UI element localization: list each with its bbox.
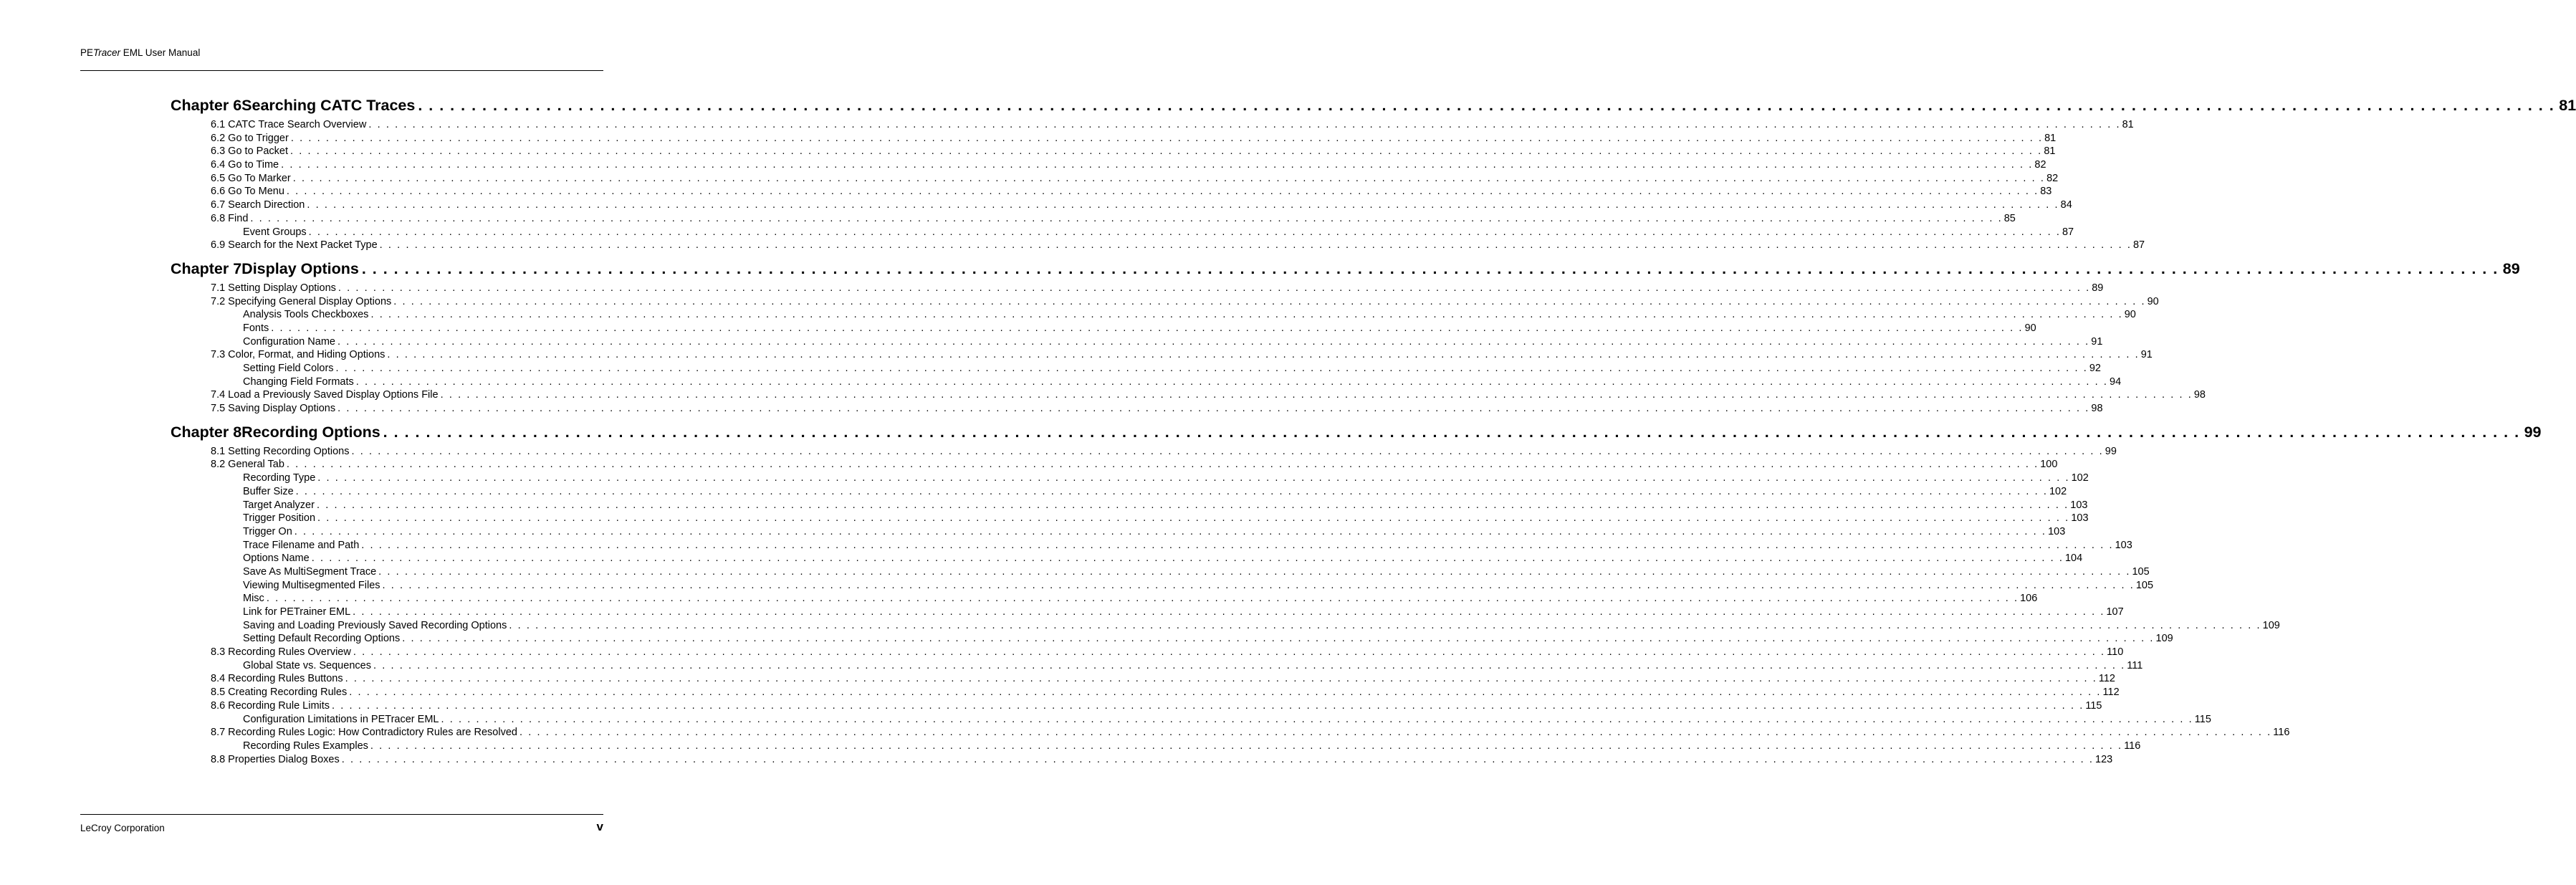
- dot-leader: . . . . . . . . . . . . . . . . . . . . . . . . . . . . . . . . . . . . . . . . . . . . . . . . . . . . . . . . . . . . . . . . . . . . . . . . . . . . . . . . . . . . . . . . . . . . . . . . . . . . . . . . . . . . . . . . . . . . . . . . . . . . . . . . . . . . . . . . . . . . . . . . . . . . . . . . . . . . . . . . . . . . . . . . . . . . . . . . . . . . . . . . . . . . . . . . . . . . . . . .: [361, 259, 2499, 277]
- entry-page-number: 84: [2060, 199, 2072, 211]
- entry-title: 7.1 Setting Display Options: [211, 282, 336, 294]
- entry-page-number: 103: [2048, 525, 2066, 537]
- entry-page-number: 110: [2107, 646, 2124, 659]
- dot-leader: . . . . . . . . . . . . . . . . . . . . . . . . . . . . . . . . . . . . . . . . . . . . . . . . . . . . . . . . . . . . . . . . . . . . . . . . . . . . . . . . . . . . . . . . . . . . . . . . . . . . . . . . . . . . . . . . . . . . . . . . . . . . . . . . . . . . . . . . . . . . . . . . . . . . . . . . . . . . . . . . . . . . . . . . . . . . . . . . . . . . . . . . . . . . . . . . . . . . . . . .: [402, 633, 2155, 645]
- dot-leader: . . . . . . . . . . . . . . . . . . . . . . . . . . . . . . . . . . . . . . . . . . . . . . . . . . . . . . . . . . . . . . . . . . . . . . . . . . . . . . . . . . . . . . . . . . . . . . . . . . . . . . . . . . . . . . . . . . . . . . . . . . . . . . . . . . . . . . . . . . . . . . . . . . . . . . . . . . . . . . . . . . . . . . . . . . . . . . . . . . . . . . . . . . . . . . . . . . . . . . . .: [379, 239, 2132, 252]
- dot-leader: . . . . . . . . . . . . . . . . . . . . . . . . . . . . . . . . . . . . . . . . . . . . . . . . . . . . . . . . . . . . . . . . . . . . . . . . . . . . . . . . . . . . . . . . . . . . . . . . . . . . . . . . . . . . . . . . . . . . . . . . . . . . . . . . . . . . . . . . . . . . . . . . . . . . . . . . . . . . . . . . . . . . . . . . . . . . . . . . . . . . . . . . . . . . . . . . . . . . . . . .: [294, 525, 2047, 537]
- entry-page-number: 94: [2110, 375, 2122, 388]
- toc-subsection-entry[interactable]: [171, 619, 2280, 633]
- dot-leader: . . . . . . . . . . . . . . . . . . . . . . . . . . . . . . . . . . . . . . . . . . . . . . . . . . . . . . . . . . . . . . . . . . . . . . . . . . . . . . . . . . . . . . . . . . . . . . . . . . . . . . . . . . . . . . . . . . . . . . . . . . . . . . . . . . . . . . . . . . . . . . . . . . . . . . . . . . . . . . . . . . . . . . . . . . . . . . . . . . . . . . . . . . . . . . . . . . . . . . . .: [441, 713, 2193, 725]
- entry-page-number: 105: [2135, 579, 2154, 591]
- entry-title: Changing Field Formats: [243, 375, 354, 388]
- entry-page-number: 115: [2085, 699, 2102, 712]
- entry-title: Global State vs. Sequences: [243, 659, 371, 671]
- toc-subsection-entry[interactable]: [171, 740, 2141, 753]
- entry-page-number: 103: [2070, 499, 2088, 511]
- dot-leader: . . . . . . . . . . . . . . . . . . . . . . . . . . . . . . . . . . . . . . . . . . . . . . . . . . . . . . . . . . . . . . . . . . . . . . . . . . . . . . . . . . . . . . . . . . . . . . . . . . . . . . . . . . . . . . . . . . . . . . . . . . . . . . . . . . . . . . . . . . . . . . . . . . . . . . . . . . . . . . . . . . . . . . . . . . . . . . . . . . . . . . . . . . . . . . . . . . . . . . . .: [509, 619, 2261, 631]
- chapter-spacer: [171, 416, 603, 421]
- entry-page-number: 82: [2046, 172, 2059, 184]
- table-of-contents: [171, 95, 2576, 766]
- dot-leader: . . . . . . . . . . . . . . . . . . . . . . . . . . . . . . . . . . . . . . . . . . . . . . . . . . . . . . . . . . . . . . . . . . . . . . . . . . . . . . . . . . . . . . . . . . . . . . . . . . . . . . . . . . . . . . . . . . . . . . . . . . . . . . . . . . . . . . . . . . . . . . . . . . . . . . . . . . . . . . . . . . . . . . . . . . . . . . . . . . . . . . . . . . . . . . . . . . . . . . . .: [295, 485, 2048, 497]
- toc-section-entry[interactable]: [171, 686, 2120, 699]
- entry-title: Configuration Limitations in PETracer EML: [243, 713, 439, 725]
- dot-leader: . . . . . . . . . . . . . . . . . . . . . . . . . . . . . . . . . . . . . . . . . . . . . . . . . . . . . . . . . . . . . . . . . . . . . . . . . . . . . . . . . . . . . . . . . . . . . . . . . . . . . . . . . . . . . . . . . . . . . . . . . . . . . . . . . . . . . . . . . . . . . . . . . . . . . . . . . . . . . . . . . . . . . . . . . . . . . . . . . . . . . . . . . . . . . . . . . . . . . . . .: [281, 159, 2034, 171]
- entry-title: 6.8 Find: [211, 212, 249, 224]
- dot-leader: . . . . . . . . . . . . . . . . . . . . . . . . . . . . . . . . . . . . . . . . . . . . . . . . . . . . . . . . . . . . . . . . . . . . . . . . . . . . . . . . . . . . . . . . . . . . . . . . . . . . . . . . . . . . . . . . . . . . . . . . . . . . . . . . . . . . . . . . . . . . . . . . . . . . . . . . . . . . . . . . . . . . . . . . . . . . . . . . . . . . . . . . . . . . . . . . . . . . . . . .: [378, 565, 2131, 578]
- dot-leader: . . . . . . . . . . . . . . . . . . . . . . . . . . . . . . . . . . . . . . . . . . . . . . . . . . . . . . . . . . . . . . . . . . . . . . . . . . . . . . . . . . . . . . . . . . . . . . . . . . . . . . . . . . . . . . . . . . . . . . . . . . . . . . . . . . . . . . . . . . . . . . . . . . . . . . . . . . . . . . . . . . . . . . . . . . . . . . . . . . . . . . . . . . . . . . . . . . . . . . . .: [337, 282, 2091, 294]
- dot-leader: . . . . . . . . . . . . . . . . . . . . . . . . . . . . . . . . . . . . . . . . . . . . . . . . . . . . . . . . . . . . . . . . . . . . . . . . . . . . . . . . . . . . . . . . . . . . . . . . . . . . . . . . . . . . . . . . . . . . . . . . . . . . . . . . . . . . . . . . . . . . . . . . . . . . . . . . . . . . . . . . . . . . . . . . . . . . . . . . . . . . . . . . . . . . . . . . . . . . . . . .: [382, 579, 2135, 591]
- toc-section-entry[interactable]: [171, 402, 2103, 416]
- toc-section-entry[interactable]: [171, 239, 2145, 252]
- dot-leader: . . . . . . . . . . . . . . . . . . . . . . . . . . . . . . . . . . . . . . . . . . . . . . . . . . . . . . . . . . . . . . . . . . . . . . . . . . . . . . . . . . . . . . . . . . . . . . . . . . . . . . . . . . . . . . . . . . . . . . . . . . . . . . . . . . . . . . . . . . . . . . . . . . . . . . . . . . . . . . . . . . . . . . . . . . . . . . . . . . . . . . . . . . . . . . . . . . . . . . . .: [317, 512, 2070, 525]
- entry-page-number: 100: [2040, 459, 2058, 471]
- dot-leader: . . . . . . . . . . . . . . . . . . . . . . . . . . . . . . . . . . . . . . . . . . . . . . . . . . . . . . . . . . . . . . . . . . . . . . . . . . . . . . . . . . . . . . . . . . . . . . . . . . . . . . . . . . . . . . . . . . . . . . . . . . . . . . . . . . . . . . . . . . . . . . . . . . . . . . . . . . . . . . . . . . . . . . . . . . . . . . . . . . . . . . . . . . . . . . . . . . . . . . . .: [368, 119, 2121, 130]
- toc-chapter-heading[interactable]: [171, 95, 2576, 116]
- entry-title: 8.6 Recording Rule Limits: [211, 699, 330, 712]
- entry-title: Trigger Position: [243, 512, 316, 525]
- entry-title: Options Name: [243, 552, 310, 565]
- entry-title: 8.1 Setting Recording Options: [211, 445, 350, 457]
- entry-title: 6.6 Go To Menu: [211, 186, 284, 198]
- footer-page-number: v: [596, 820, 603, 833]
- toc-subsection-entry[interactable]: [171, 525, 2066, 539]
- dot-leader: . . . . . . . . . . . . . . . . . . . . . . . . . . . . . . . . . . . . . . . . . . . . . . . . . . . . . . . . . . . . . . . . . . . . . . . . . . . . . . . . . . . . . . . . . . . . . . . . . . . . . . . . . . . . . . . . . . . . . . . . . . . . . . . . . . . . . . . . . . . . . . . . . . . . . . . . . . . . . . . . . . . . . . . . . . . . . . . . . . . . . . . . . . . . . . . . . . . . . . . .: [286, 186, 2039, 198]
- dot-leader: . . . . . . . . . . . . . . . . . . . . . . . . . . . . . . . . . . . . . . . . . . . . . . . . . . . . . . . . . . . . . . . . . . . . . . . . . . . . . . . . . . . . . . . . . . . . . . . . . . . . . . . . . . . . . . . . . . . . . . . . . . . . . . . . . . . . . . . . . . . . . . . . . . . . . . . . . . . . . . . . . . . . . . . . . . . . . . . . . . . . . . . . . . . . . . . . . . . . . . . .: [387, 349, 2140, 361]
- toc-subsection-entry[interactable]: [171, 565, 2150, 579]
- entry-page-number: 91: [2091, 335, 2103, 348]
- entry-title: 7.3 Color, Format, and Hiding Options: [211, 349, 386, 361]
- header-brand-italic: Tracer: [93, 47, 121, 58]
- entry-page-number: 98: [2193, 389, 2206, 401]
- toc-section-entry[interactable]: [171, 445, 2117, 459]
- toc-section-entry[interactable]: [171, 132, 2057, 145]
- entry-page-number: 111: [2127, 659, 2143, 671]
- entry-title: 8.2 General Tab: [211, 459, 284, 471]
- toc-section-entry[interactable]: [171, 388, 2206, 402]
- entry-title: 6.5 Go To Marker: [211, 172, 291, 184]
- toc-subsection-entry[interactable]: [171, 512, 2089, 525]
- chapter-title: Recording Options: [241, 423, 380, 441]
- chapter-title: Display Options: [241, 259, 359, 277]
- running-header: [80, 47, 200, 58]
- chapter-number: Chapter 7: [171, 259, 242, 277]
- entry-title: Event Groups: [243, 226, 307, 238]
- entry-title: 6.7 Search Direction: [211, 199, 305, 211]
- dot-leader: . . . . . . . . . . . . . . . . . . . . . . . . . . . . . . . . . . . . . . . . . . . . . . . . . . . . . . . . . . . . . . . . . . . . . . . . . . . . . . . . . . . . . . . . . . . . . . . . . . . . . . . . . . . . . . . . . . . . . . . . . . . . . . . . . . . . . . . . . . . . . . . . . . . . . . . . . . . . . . . . . . . . . . . . . . . . . . . . . . . . . . . . . . . . . . . . . . . . . . . .: [373, 659, 2126, 671]
- entry-title: Target Analyzer: [243, 499, 315, 511]
- toc-subsection-entry[interactable]: [171, 552, 2083, 565]
- entry-title: Fonts: [243, 322, 269, 334]
- entry-page-number: 109: [2262, 619, 2280, 631]
- entry-title: Link for PETrainer EML: [243, 606, 351, 618]
- entry-page-number: 109: [2155, 633, 2173, 645]
- toc-subsection-entry[interactable]: [171, 226, 2074, 239]
- entry-page-number: 102: [2049, 485, 2067, 497]
- entry-page-number: 87: [2062, 226, 2074, 238]
- dot-leader: . . . . . . . . . . . . . . . . . . . . . . . . . . . . . . . . . . . . . . . . . . . . . . . . . . . . . . . . . . . . . . . . . . . . . . . . . . . . . . . . . . . . . . . . . . . . . . . . . . . . . . . . . . . . . . . . . . . . . . . . . . . . . . . . . . . . . . . . . . . . . . . . . . . . . . . . . . . . . . . . . . . . . . . . . . . . . . . . . . . . . . . . . . . . . . . . . . . . . . . .: [250, 212, 2003, 224]
- entry-page-number: 103: [2115, 539, 2132, 551]
- entry-page-number: 104: [2064, 552, 2083, 565]
- entry-title: Recording Type: [243, 472, 316, 484]
- entry-page-number: 81: [2044, 145, 2056, 158]
- entry-title: 8.5 Creating Recording Rules: [211, 687, 348, 699]
- toc-subsection-entry[interactable]: [171, 335, 2103, 349]
- dot-leader: . . . . . . . . . . . . . . . . . . . . . . . . . . . . . . . . . . . . . . . . . . . . . . . . . . . . . . . . . . . . . . . . . . . . . . . . . . . . . . . . . . . . . . . . . . . . . . . . . . . . . . . . . . . . . . . . . . . . . . . . . . . . . . . . . . . . . . . . . . . . . . . . . . . . . . . . . . . . . . . . . . . . . . . . . . . . . . . . . . . . . . . . . . . . . . . . . . . . . . . .: [286, 459, 2039, 471]
- toc-section-entry[interactable]: [171, 145, 2056, 158]
- entry-page-number: 83: [2040, 186, 2052, 198]
- footer-divider: [80, 814, 603, 815]
- entry-page-number: 90: [2024, 322, 2036, 334]
- entry-title: 8.3 Recording Rules Overview: [211, 646, 351, 659]
- entry-title: Trace Filename and Path: [243, 539, 360, 551]
- toc-section-entry[interactable]: [171, 699, 2102, 713]
- dot-leader: . . . . . . . . . . . . . . . . . . . . . . . . . . . . . . . . . . . . . . . . . . . . . . . . . . . . . . . . . . . . . . . . . . . . . . . . . . . . . . . . . . . . . . . . . . . . . . . . . . . . . . . . . . . . . . . . . . . . . . . . . . . . . . . . . . . . . . . . . . . . . . . . . . . . . . . . . . . . . . . . . . . . . . . . . . . . . . . . . . . . . . . . . . . . . . . . . . . . . . . .: [418, 97, 2555, 114]
- dot-leader: . . . . . . . . . . . . . . . . . . . . . . . . . . . . . . . . . . . . . . . . . . . . . . . . . . . . . . . . . . . . . . . . . . . . . . . . . . . . . . . . . . . . . . . . . . . . . . . . . . . . . . . . . . . . . . . . . . . . . . . . . . . . . . . . . . . . . . . . . . . . . . . . . . . . . . . . . . . . . . . . . . . . . . . . . . . . . . . . . . . . . . . . . . . . . . . . . . . . . . . .: [383, 423, 2520, 441]
- entry-page-number: 103: [2071, 512, 2089, 525]
- entry-page-number: 102: [2071, 472, 2089, 484]
- toc-subsection-entry[interactable]: [171, 485, 2067, 499]
- entry-page-number: 106: [2020, 593, 2038, 605]
- dot-leader: . . . . . . . . . . . . . . . . . . . . . . . . . . . . . . . . . . . . . . . . . . . . . . . . . . . . . . . . . . . . . . . . . . . . . . . . . . . . . . . . . . . . . . . . . . . . . . . . . . . . . . . . . . . . . . . . . . . . . . . . . . . . . . . . . . . . . . . . . . . . . . . . . . . . . . . . . . . . . . . . . . . . . . . . . . . . . . . . . . . . . . . . . . . . . . . . . . . . . . . .: [341, 753, 2094, 765]
- entry-page-number: 98: [2091, 403, 2103, 415]
- toc-subsection-entry[interactable]: [171, 362, 2101, 375]
- header-brand-prefix: PE: [80, 47, 94, 58]
- entry-title: 6.2 Go to Trigger: [211, 132, 289, 144]
- entry-page-number: 85: [2003, 212, 2016, 224]
- entry-title: 6.1 CATC Trace Search Overview: [211, 119, 367, 130]
- toc-section-entry[interactable]: [171, 753, 2113, 767]
- toc-chapter-heading[interactable]: [171, 258, 2520, 279]
- entry-page-number: 105: [2132, 565, 2150, 578]
- toc-subsection-entry[interactable]: [171, 606, 2124, 619]
- toc-subsection-entry[interactable]: [171, 308, 2136, 322]
- toc-subsection-entry[interactable]: [171, 539, 2132, 552]
- entry-page-number: 116: [2273, 727, 2290, 739]
- chapter-page-number: 89: [2502, 259, 2520, 277]
- entry-title: Buffer Size: [243, 485, 294, 497]
- dot-leader: . . . . . . . . . . . . . . . . . . . . . . . . . . . . . . . . . . . . . . . . . . . . . . . . . . . . . . . . . . . . . . . . . . . . . . . . . . . . . . . . . . . . . . . . . . . . . . . . . . . . . . . . . . . . . . . . . . . . . . . . . . . . . . . . . . . . . . . . . . . . . . . . . . . . . . . . . . . . . . . . . . . . . . . . . . . . . . . . . . . . . . . . . . . . . . . . . . . . . . . .: [266, 593, 2019, 605]
- entry-title: Misc: [243, 593, 264, 605]
- toc-section-entry[interactable]: [171, 458, 2058, 472]
- entry-title: 8.7 Recording Rules Logic: How Contradictory Rules are Resolved: [211, 727, 517, 739]
- entry-title: Saving and Loading Previously Saved Recording Options: [243, 619, 507, 631]
- toc-subsection-entry[interactable]: [171, 472, 2089, 485]
- entry-title: Setting Default Recording Options: [243, 633, 401, 645]
- entry-title: 7.2 Specifying General Display Options: [211, 295, 392, 307]
- dot-leader: . . . . . . . . . . . . . . . . . . . . . . . . . . . . . . . . . . . . . . . . . . . . . . . . . . . . . . . . . . . . . . . . . . . . . . . . . . . . . . . . . . . . . . . . . . . . . . . . . . . . . . . . . . . . . . . . . . . . . . . . . . . . . . . . . . . . . . . . . . . . . . . . . . . . . . . . . . . . . . . . . . . . . . . . . . . . . . . . . . . . . . . . . . . . . . . . . . . . . . . .: [370, 740, 2123, 752]
- chapter-page-number: 99: [2524, 423, 2542, 441]
- dot-leader: . . . . . . . . . . . . . . . . . . . . . . . . . . . . . . . . . . . . . . . . . . . . . . . . . . . . . . . . . . . . . . . . . . . . . . . . . . . . . . . . . . . . . . . . . . . . . . . . . . . . . . . . . . . . . . . . . . . . . . . . . . . . . . . . . . . . . . . . . . . . . . . . . . . . . . . . . . . . . . . . . . . . . . . . . . . . . . . . . . . . . . . . . . . . . . . . . . . . . . . .: [337, 335, 2090, 348]
- entry-page-number: 115: [2194, 713, 2211, 725]
- dot-leader: . . . . . . . . . . . . . . . . . . . . . . . . . . . . . . . . . . . . . . . . . . . . . . . . . . . . . . . . . . . . . . . . . . . . . . . . . . . . . . . . . . . . . . . . . . . . . . . . . . . . . . . . . . . . . . . . . . . . . . . . . . . . . . . . . . . . . . . . . . . . . . . . . . . . . . . . . . . . . . . . . . . . . . . . . . . . . . . . . . . . . . . . . . . . . . . . . . . . . . . .: [307, 199, 2059, 211]
- dot-leader: . . . . . . . . . . . . . . . . . . . . . . . . . . . . . . . . . . . . . . . . . . . . . . . . . . . . . . . . . . . . . . . . . . . . . . . . . . . . . . . . . . . . . . . . . . . . . . . . . . . . . . . . . . . . . . . . . . . . . . . . . . . . . . . . . . . . . . . . . . . . . . . . . . . . . . . . . . . . . . . . . . . . . . . . . . . . . . . . . . . . . . . . . . . . . . . . . . . . . . . .: [355, 375, 2109, 388]
- toc-section-entry[interactable]: [171, 646, 2124, 659]
- chapter-number: Chapter 8: [171, 423, 242, 441]
- entry-title: Analysis Tools Checkboxes: [243, 309, 369, 321]
- entry-page-number: 90: [2147, 295, 2159, 307]
- dot-leader: . . . . . . . . . . . . . . . . . . . . . . . . . . . . . . . . . . . . . . . . . . . . . . . . . . . . . . . . . . . . . . . . . . . . . . . . . . . . . . . . . . . . . . . . . . . . . . . . . . . . . . . . . . . . . . . . . . . . . . . . . . . . . . . . . . . . . . . . . . . . . . . . . . . . . . . . . . . . . . . . . . . . . . . . . . . . . . . . . . . . . . . . . . . . . . . . . . . . . . . .: [290, 145, 2043, 158]
- entry-title: 6.9 Search for the Next Packet Type: [211, 239, 378, 252]
- entry-title: Setting Field Colors: [243, 363, 334, 374]
- toc-section-entry[interactable]: [171, 172, 2059, 186]
- entry-title: 7.5 Saving Display Options: [211, 403, 336, 415]
- chapter-spacer: [171, 252, 603, 258]
- dot-leader: . . . . . . . . . . . . . . . . . . . . . . . . . . . . . . . . . . . . . . . . . . . . . . . . . . . . . . . . . . . . . . . . . . . . . . . . . . . . . . . . . . . . . . . . . . . . . . . . . . . . . . . . . . . . . . . . . . . . . . . . . . . . . . . . . . . . . . . . . . . . . . . . . . . . . . . . . . . . . . . . . . . . . . . . . . . . . . . . . . . . . . . . . . . . . . . . . . . . . . . .: [335, 363, 2088, 374]
- toc-section-entry[interactable]: [171, 348, 2153, 362]
- toc-section-entry[interactable]: [171, 198, 2072, 212]
- dot-leader: . . . . . . . . . . . . . . . . . . . . . . . . . . . . . . . . . . . . . . . . . . . . . . . . . . . . . . . . . . . . . . . . . . . . . . . . . . . . . . . . . . . . . . . . . . . . . . . . . . . . . . . . . . . . . . . . . . . . . . . . . . . . . . . . . . . . . . . . . . . . . . . . . . . . . . . . . . . . . . . . . . . . . . . . . . . . . . . . . . . . . . . . . . . . . . . . . . . . . . . .: [349, 687, 2102, 699]
- entry-page-number: 123: [2095, 753, 2113, 765]
- entry-title: Configuration Name: [243, 335, 335, 348]
- dot-leader: . . . . . . . . . . . . . . . . . . . . . . . . . . . . . . . . . . . . . . . . . . . . . . . . . . . . . . . . . . . . . . . . . . . . . . . . . . . . . . . . . . . . . . . . . . . . . . . . . . . . . . . . . . . . . . . . . . . . . . . . . . . . . . . . . . . . . . . . . . . . . . . . . . . . . . . . . . . . . . . . . . . . . . . . . . . . . . . . . . . . . . . . . . . . . . . . . . . . . . . .: [308, 226, 2061, 238]
- toc-section-entry[interactable]: [171, 118, 2134, 132]
- dot-leader: . . . . . . . . . . . . . . . . . . . . . . . . . . . . . . . . . . . . . . . . . . . . . . . . . . . . . . . . . . . . . . . . . . . . . . . . . . . . . . . . . . . . . . . . . . . . . . . . . . . . . . . . . . . . . . . . . . . . . . . . . . . . . . . . . . . . . . . . . . . . . . . . . . . . . . . . . . . . . . . . . . . . . . . . . . . . . . . . . . . . . . . . . . . . . . . . . . . . . . . .: [370, 309, 2123, 321]
- entry-title: 6.3 Go to Packet: [211, 145, 289, 158]
- header-divider: [80, 70, 603, 71]
- toc-chapter-heading[interactable]: [171, 421, 2542, 443]
- toc-section-entry[interactable]: [171, 726, 2290, 740]
- toc-subsection-entry[interactable]: [171, 713, 2211, 727]
- entry-page-number: 112: [2102, 687, 2120, 699]
- toc-section-entry[interactable]: [171, 295, 2159, 309]
- entry-title: Viewing Multisegmented Files: [243, 579, 380, 591]
- entry-page-number: 90: [2124, 309, 2136, 321]
- dot-leader: . . . . . . . . . . . . . . . . . . . . . . . . . . . . . . . . . . . . . . . . . . . . . . . . . . . . . . . . . . . . . . . . . . . . . . . . . . . . . . . . . . . . . . . . . . . . . . . . . . . . . . . . . . . . . . . . . . . . . . . . . . . . . . . . . . . . . . . . . . . . . . . . . . . . . . . . . . . . . . . . . . . . . . . . . . . . . . . . . . . . . . . . . . . . . . . . . . . . . . . .: [353, 646, 2106, 659]
- dot-leader: . . . . . . . . . . . . . . . . . . . . . . . . . . . . . . . . . . . . . . . . . . . . . . . . . . . . . . . . . . . . . . . . . . . . . . . . . . . . . . . . . . . . . . . . . . . . . . . . . . . . . . . . . . . . . . . . . . . . . . . . . . . . . . . . . . . . . . . . . . . . . . . . . . . . . . . . . . . . . . . . . . . . . . . . . . . . . . . . . . . . . . . . . . . . . . . . . . . . . . . .: [290, 132, 2044, 144]
- entry-page-number: 112: [2098, 673, 2115, 685]
- toc-section-entry[interactable]: [171, 282, 2104, 295]
- dot-leader: . . . . . . . . . . . . . . . . . . . . . . . . . . . . . . . . . . . . . . . . . . . . . . . . . . . . . . . . . . . . . . . . . . . . . . . . . . . . . . . . . . . . . . . . . . . . . . . . . . . . . . . . . . . . . . . . . . . . . . . . . . . . . . . . . . . . . . . . . . . . . . . . . . . . . . . . . . . . . . . . . . . . . . . . . . . . . . . . . . . . . . . . . . . . . . . . . . . . . . . .: [337, 403, 2090, 415]
- entry-title: 8.8 Properties Dialog Boxes: [211, 753, 340, 765]
- toc-section-entry[interactable]: [171, 212, 2016, 226]
- dot-leader: . . . . . . . . . . . . . . . . . . . . . . . . . . . . . . . . . . . . . . . . . . . . . . . . . . . . . . . . . . . . . . . . . . . . . . . . . . . . . . . . . . . . . . . . . . . . . . . . . . . . . . . . . . . . . . . . . . . . . . . . . . . . . . . . . . . . . . . . . . . . . . . . . . . . . . . . . . . . . . . . . . . . . . . . . . . . . . . . . . . . . . . . . . . . . . . . . . . . . . . .: [351, 445, 2104, 457]
- toc-section-entry[interactable]: [171, 185, 2052, 198]
- entry-page-number: 91: [2140, 349, 2153, 361]
- toc-section-entry[interactable]: [171, 158, 2046, 172]
- dot-leader: . . . . . . . . . . . . . . . . . . . . . . . . . . . . . . . . . . . . . . . . . . . . . . . . . . . . . . . . . . . . . . . . . . . . . . . . . . . . . . . . . . . . . . . . . . . . . . . . . . . . . . . . . . . . . . . . . . . . . . . . . . . . . . . . . . . . . . . . . . . . . . . . . . . . . . . . . . . . . . . . . . . . . . . . . . . . . . . . . . . . . . . . . . . . . . . . . . . . . . . .: [271, 322, 2024, 334]
- entry-page-number: 116: [2124, 740, 2141, 752]
- toc-subsection-entry[interactable]: [171, 375, 2122, 389]
- entry-title: 7.4 Load a Previously Saved Display Options File: [211, 389, 439, 401]
- toc-subsection-entry[interactable]: [171, 592, 2038, 606]
- entry-page-number: 81: [2122, 119, 2134, 130]
- entry-title: Recording Rules Examples: [243, 740, 368, 752]
- entry-page-number: 82: [2034, 159, 2046, 171]
- toc-subsection-entry[interactable]: [171, 322, 2036, 335]
- entry-title: Trigger On: [243, 525, 292, 537]
- entry-title: 6.4 Go to Time: [211, 159, 279, 171]
- entry-page-number: 87: [2132, 239, 2145, 252]
- dot-leader: . . . . . . . . . . . . . . . . . . . . . . . . . . . . . . . . . . . . . . . . . . . . . . . . . . . . . . . . . . . . . . . . . . . . . . . . . . . . . . . . . . . . . . . . . . . . . . . . . . . . . . . . . . . . . . . . . . . . . . . . . . . . . . . . . . . . . . . . . . . . . . . . . . . . . . . . . . . . . . . . . . . . . . . . . . . . . . . . . . . . . . . . . . . . . . . . . . . . . . . .: [292, 172, 2046, 184]
- dot-leader: . . . . . . . . . . . . . . . . . . . . . . . . . . . . . . . . . . . . . . . . . . . . . . . . . . . . . . . . . . . . . . . . . . . . . . . . . . . . . . . . . . . . . . . . . . . . . . . . . . . . . . . . . . . . . . . . . . . . . . . . . . . . . . . . . . . . . . . . . . . . . . . . . . . . . . . . . . . . . . . . . . . . . . . . . . . . . . . . . . . . . . . . . . . . . . . . . . . . . . . .: [519, 727, 2272, 739]
- entry-page-number: 81: [2044, 132, 2057, 144]
- dot-leader: . . . . . . . . . . . . . . . . . . . . . . . . . . . . . . . . . . . . . . . . . . . . . . . . . . . . . . . . . . . . . . . . . . . . . . . . . . . . . . . . . . . . . . . . . . . . . . . . . . . . . . . . . . . . . . . . . . . . . . . . . . . . . . . . . . . . . . . . . . . . . . . . . . . . . . . . . . . . . . . . . . . . . . . . . . . . . . . . . . . . . . . . . . . . . . . . . . . . . . . .: [393, 295, 2146, 307]
- dot-leader: . . . . . . . . . . . . . . . . . . . . . . . . . . . . . . . . . . . . . . . . . . . . . . . . . . . . . . . . . . . . . . . . . . . . . . . . . . . . . . . . . . . . . . . . . . . . . . . . . . . . . . . . . . . . . . . . . . . . . . . . . . . . . . . . . . . . . . . . . . . . . . . . . . . . . . . . . . . . . . . . . . . . . . . . . . . . . . . . . . . . . . . . . . . . . . . . . . . . . . . .: [345, 673, 2097, 685]
- toc-section-entry[interactable]: [171, 672, 2115, 686]
- footer-company: LeCroy Corporation: [80, 823, 165, 833]
- dot-leader: . . . . . . . . . . . . . . . . . . . . . . . . . . . . . . . . . . . . . . . . . . . . . . . . . . . . . . . . . . . . . . . . . . . . . . . . . . . . . . . . . . . . . . . . . . . . . . . . . . . . . . . . . . . . . . . . . . . . . . . . . . . . . . . . . . . . . . . . . . . . . . . . . . . . . . . . . . . . . . . . . . . . . . . . . . . . . . . . . . . . . . . . . . . . . . . . . . . . . . . .: [316, 499, 2069, 511]
- dot-leader: . . . . . . . . . . . . . . . . . . . . . . . . . . . . . . . . . . . . . . . . . . . . . . . . . . . . . . . . . . . . . . . . . . . . . . . . . . . . . . . . . . . . . . . . . . . . . . . . . . . . . . . . . . . . . . . . . . . . . . . . . . . . . . . . . . . . . . . . . . . . . . . . . . . . . . . . . . . . . . . . . . . . . . . . . . . . . . . . . . . . . . . . . . . . . . . . . . . . . . . .: [317, 472, 2070, 484]
- chapter-page-number: 81: [2559, 97, 2576, 114]
- chapter-number: Chapter 6: [171, 97, 242, 114]
- chapter-title: Searching CATC Traces: [241, 97, 416, 114]
- toc-subsection-entry[interactable]: [171, 659, 2143, 673]
- entry-page-number: 107: [2106, 606, 2124, 618]
- toc-subsection-entry[interactable]: [171, 499, 2088, 512]
- dot-leader: . . . . . . . . . . . . . . . . . . . . . . . . . . . . . . . . . . . . . . . . . . . . . . . . . . . . . . . . . . . . . . . . . . . . . . . . . . . . . . . . . . . . . . . . . . . . . . . . . . . . . . . . . . . . . . . . . . . . . . . . . . . . . . . . . . . . . . . . . . . . . . . . . . . . . . . . . . . . . . . . . . . . . . . . . . . . . . . . . . . . . . . . . . . . . . . . . . . . . . . .: [440, 389, 2193, 401]
- entry-title: 8.4 Recording Rules Buttons: [211, 673, 343, 685]
- toc-subsection-entry[interactable]: [171, 579, 2154, 593]
- entry-page-number: 89: [2092, 282, 2104, 294]
- toc-subsection-entry[interactable]: [171, 632, 2173, 646]
- dot-leader: . . . . . . . . . . . . . . . . . . . . . . . . . . . . . . . . . . . . . . . . . . . . . . . . . . . . . . . . . . . . . . . . . . . . . . . . . . . . . . . . . . . . . . . . . . . . . . . . . . . . . . . . . . . . . . . . . . . . . . . . . . . . . . . . . . . . . . . . . . . . . . . . . . . . . . . . . . . . . . . . . . . . . . . . . . . . . . . . . . . . . . . . . . . . . . . . . . . . . . . .: [353, 606, 2105, 618]
- dot-leader: . . . . . . . . . . . . . . . . . . . . . . . . . . . . . . . . . . . . . . . . . . . . . . . . . . . . . . . . . . . . . . . . . . . . . . . . . . . . . . . . . . . . . . . . . . . . . . . . . . . . . . . . . . . . . . . . . . . . . . . . . . . . . . . . . . . . . . . . . . . . . . . . . . . . . . . . . . . . . . . . . . . . . . . . . . . . . . . . . . . . . . . . . . . . . . . . . . . . . . . .: [332, 699, 2084, 712]
- header-title-suffix: EML User Manual: [120, 47, 201, 58]
- dot-leader: . . . . . . . . . . . . . . . . . . . . . . . . . . . . . . . . . . . . . . . . . . . . . . . . . . . . . . . . . . . . . . . . . . . . . . . . . . . . . . . . . . . . . . . . . . . . . . . . . . . . . . . . . . . . . . . . . . . . . . . . . . . . . . . . . . . . . . . . . . . . . . . . . . . . . . . . . . . . . . . . . . . . . . . . . . . . . . . . . . . . . . . . . . . . . . . . . . . . . . . .: [361, 539, 2114, 551]
- entry-page-number: 99: [2105, 445, 2117, 457]
- dot-leader: . . . . . . . . . . . . . . . . . . . . . . . . . . . . . . . . . . . . . . . . . . . . . . . . . . . . . . . . . . . . . . . . . . . . . . . . . . . . . . . . . . . . . . . . . . . . . . . . . . . . . . . . . . . . . . . . . . . . . . . . . . . . . . . . . . . . . . . . . . . . . . . . . . . . . . . . . . . . . . . . . . . . . . . . . . . . . . . . . . . . . . . . . . . . . . . . . . . . . . . .: [311, 552, 2064, 565]
- entry-title: Save As MultiSegment Trace: [243, 565, 377, 578]
- entry-page-number: 92: [2089, 363, 2101, 374]
